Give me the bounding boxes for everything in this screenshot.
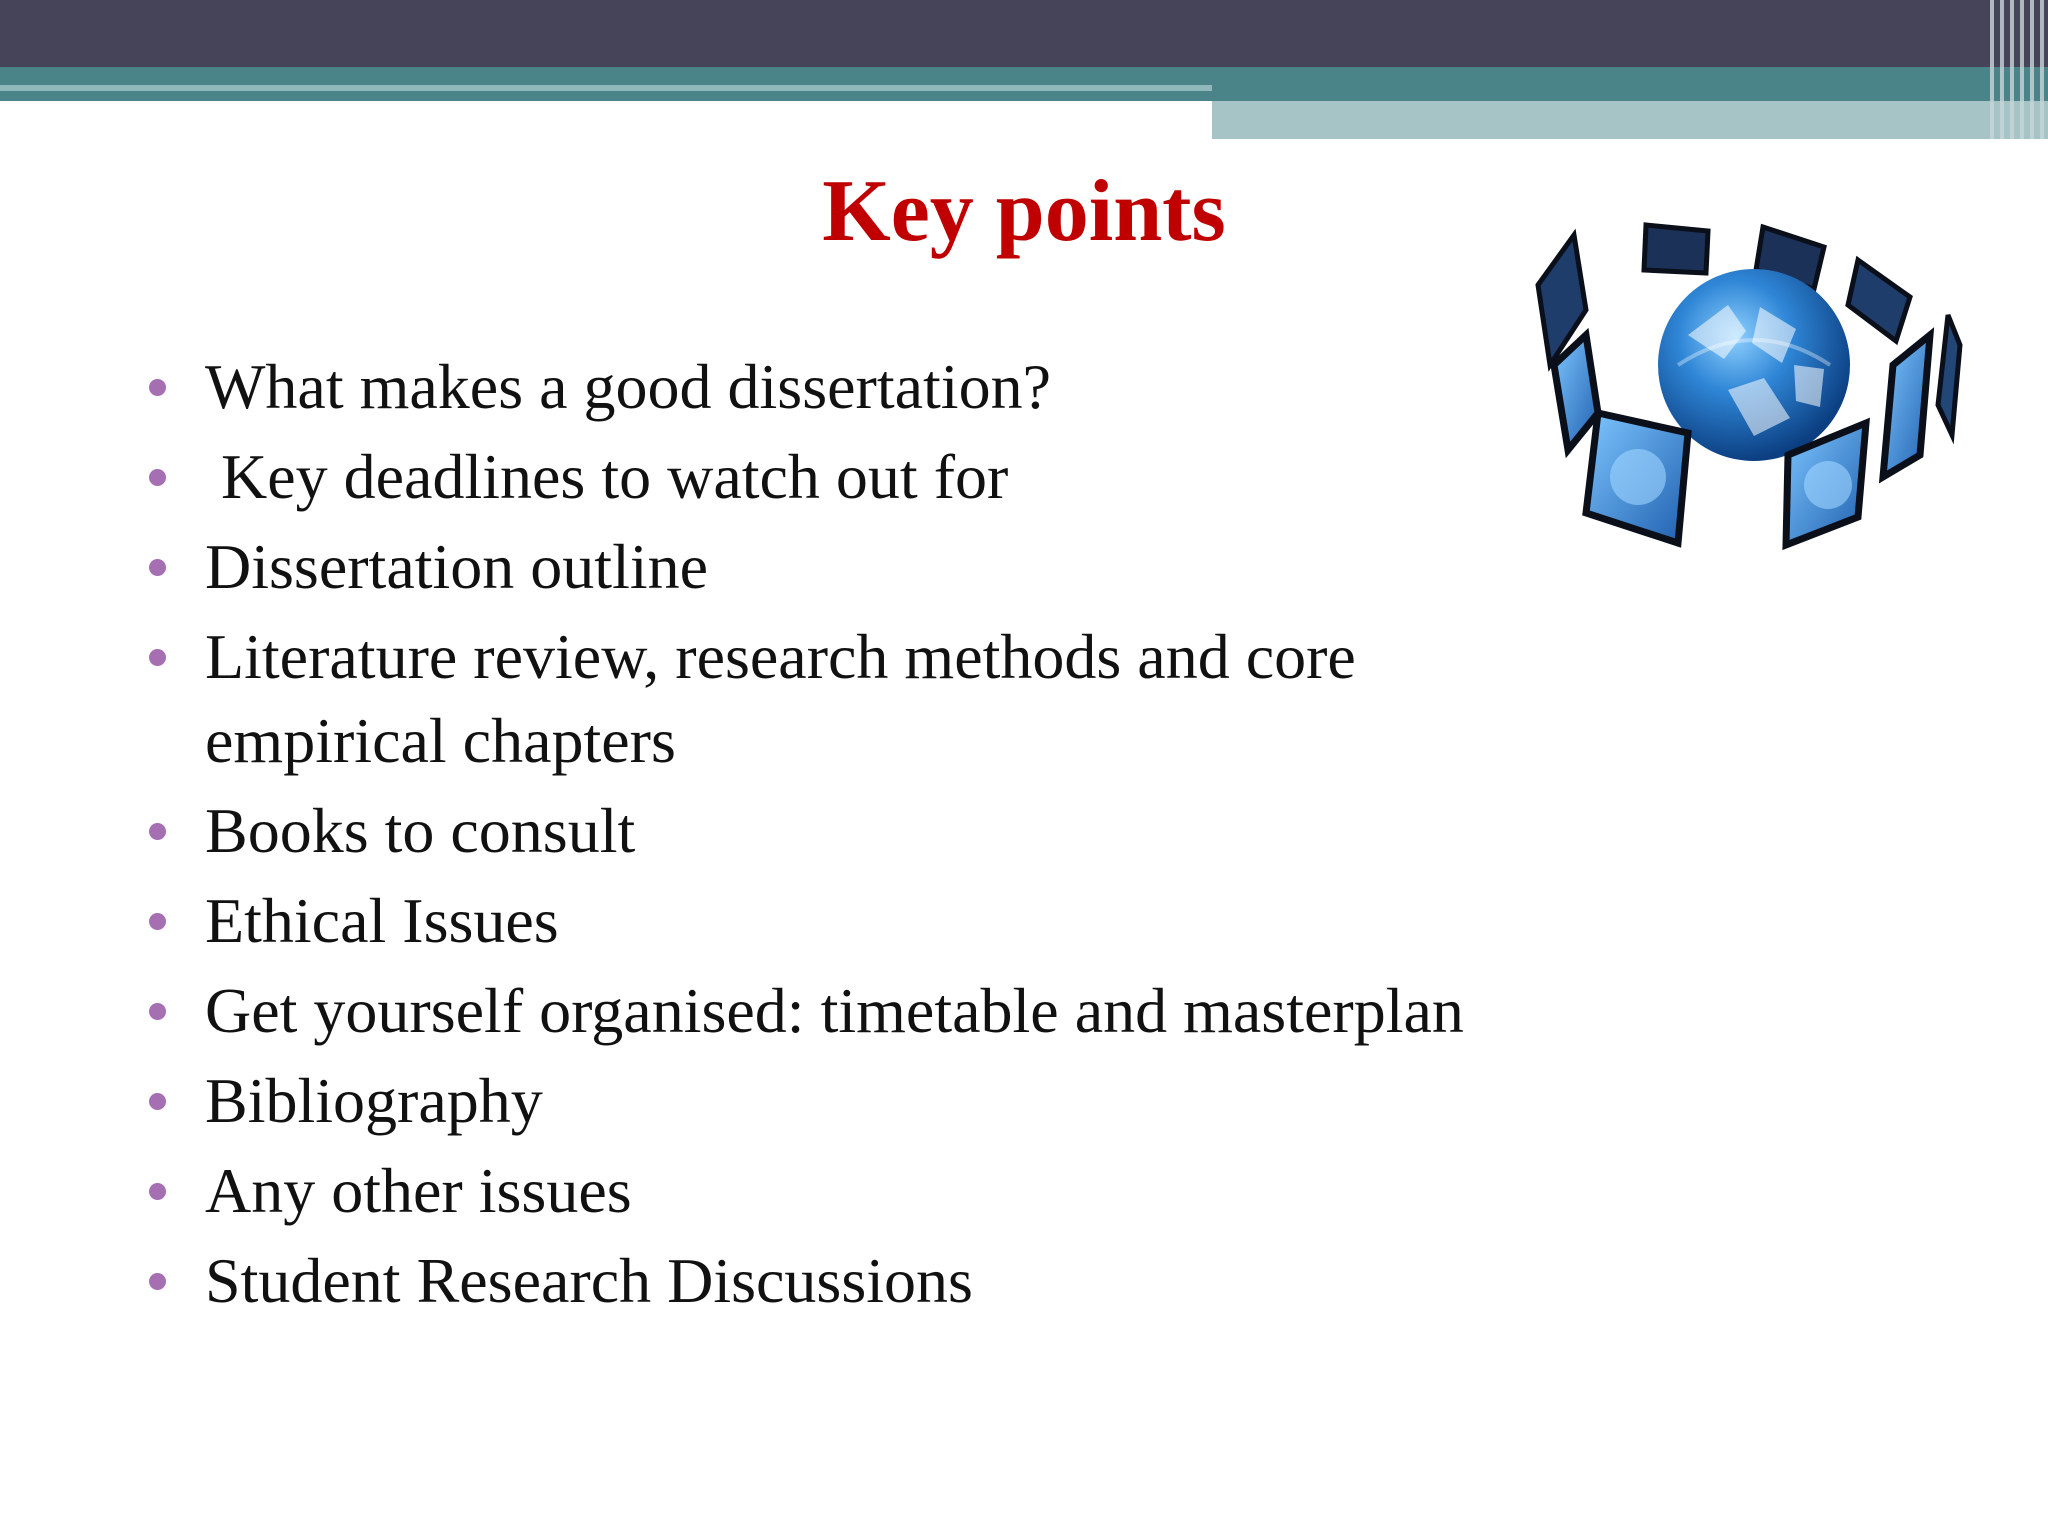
list-item — [140, 879, 1770, 963]
list-item-text: Books to consult — [205, 795, 636, 866]
header-stripes — [1986, 0, 2048, 139]
bullet-icon — [149, 1093, 166, 1110]
slide-title: Key points — [822, 163, 1226, 260]
bullet-icon — [149, 1273, 166, 1290]
list-item — [140, 435, 1770, 519]
bullet-icon — [149, 379, 166, 396]
key-points-list — [140, 345, 1770, 1329]
bullet-icon — [149, 469, 166, 486]
bullet-icon — [149, 1183, 166, 1200]
list-item-text: Student Research Discussions — [205, 1245, 973, 1316]
list-item — [140, 1059, 1770, 1143]
header-white-band — [0, 101, 1212, 139]
list-item-text: Literature review, research methods and core empirical chapters — [205, 621, 1356, 776]
list-item-text: Ethical Issues — [205, 885, 559, 956]
list-item-text: Any other issues — [205, 1155, 632, 1226]
list-item — [140, 969, 1770, 1053]
globe-with-screens-icon — [1528, 215, 1980, 575]
list-item-text: What makes a good dissertation? — [205, 351, 1051, 422]
list-item — [140, 615, 1770, 783]
bullet-icon — [149, 823, 166, 840]
header-dark-band — [0, 0, 2048, 67]
bullet-icon — [149, 913, 166, 930]
list-item-text: Key deadlines to watch out for — [205, 441, 1009, 512]
header-thin-band — [0, 85, 1212, 91]
list-item — [140, 345, 1770, 429]
list-item — [140, 789, 1770, 873]
list-item-text: Dissertation outline — [205, 531, 709, 602]
header-light-band — [1212, 101, 2048, 139]
list-item — [140, 525, 1770, 609]
list-item — [140, 1149, 1770, 1233]
list-item-text: Get yourself organised: timetable and masterplan — [205, 975, 1464, 1046]
bullet-icon — [149, 649, 166, 666]
bullet-icon — [149, 559, 166, 576]
list-item-text: Bibliography — [205, 1065, 543, 1136]
bullet-icon — [149, 1003, 166, 1020]
list-item — [140, 1239, 1770, 1323]
